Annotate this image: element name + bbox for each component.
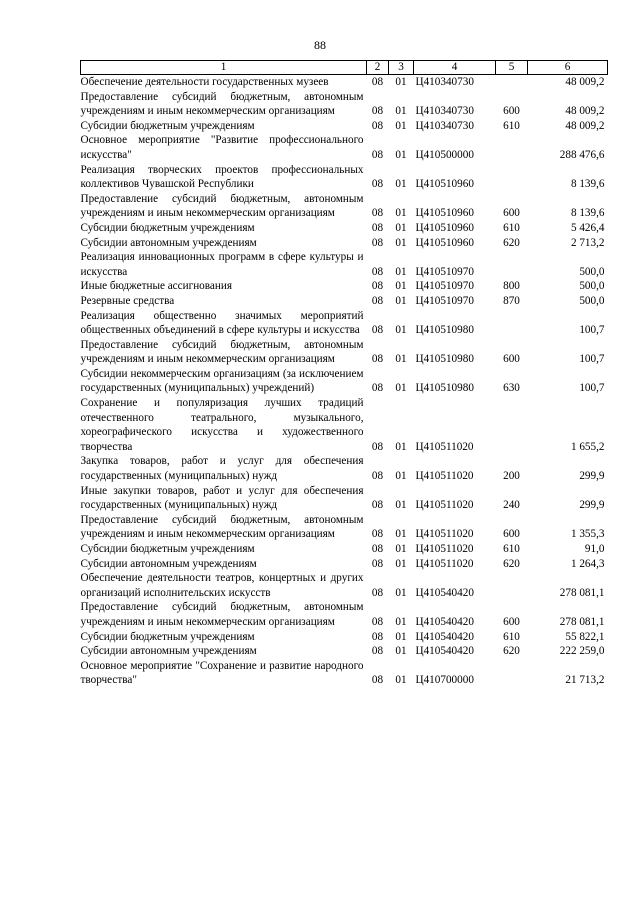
row-expense-type: 610 bbox=[503, 119, 520, 132]
page-number: 88 bbox=[314, 38, 326, 52]
row-section: 08 bbox=[371, 470, 384, 483]
row-section: 08 bbox=[371, 76, 384, 88]
row-amount: 100,7 bbox=[579, 382, 605, 395]
row-name: Реализация инновационных программ в сфере культуры и искусства bbox=[80, 251, 364, 278]
table-row bbox=[81, 644, 608, 659]
table-row bbox=[81, 484, 608, 513]
row-name: Иные закупки товаров, работ и услуг для обеспечения государственных (муниципальных) нужд bbox=[80, 484, 364, 512]
row-section: 08 bbox=[371, 615, 384, 628]
row-section: 08 bbox=[371, 119, 384, 132]
row-name: Предоставление субсидий бюджетным, автономным учреждениям и иным некоммерческим организациям bbox=[80, 601, 364, 628]
row-section: 08 bbox=[371, 265, 384, 278]
row-target-code: Ц410511020 bbox=[415, 440, 474, 453]
row-subsection: 01 bbox=[395, 528, 407, 541]
row-expense-type: 600 bbox=[503, 207, 520, 220]
row-name: Предоставление субсидий бюджетным, автономным учреждениям и иным некоммерческим организациям bbox=[80, 192, 364, 220]
row-amount: 500,0 bbox=[579, 280, 605, 293]
row-name: Предоставление субсидий бюджетным, автономным учреждениям и иным некоммерческим организациям bbox=[80, 513, 364, 541]
row-amount: 278 081,1 bbox=[559, 615, 605, 628]
row-subsection: 01 bbox=[395, 294, 407, 307]
row-amount: 48 009,2 bbox=[565, 105, 605, 118]
row-target-code: Ц410511020 bbox=[415, 543, 474, 555]
row-target-code: Ц410510970 bbox=[415, 280, 474, 293]
row-subsection: 01 bbox=[395, 236, 407, 249]
row-target-code: Ц410510980 bbox=[415, 353, 474, 366]
row-expense-type: 600 bbox=[503, 528, 520, 541]
row-section: 08 bbox=[371, 178, 384, 191]
row-section: 08 bbox=[371, 440, 384, 453]
row-subsection: 01 bbox=[395, 586, 407, 599]
row-subsection: 01 bbox=[395, 105, 407, 118]
row-amount: 21 713,2 bbox=[565, 674, 605, 687]
table-body bbox=[81, 75, 608, 688]
table-row bbox=[81, 600, 608, 629]
row-expense-type bbox=[496, 396, 528, 454]
row-name: Предоставление субсидий бюджетным, автономным учреждениям и иным некоммерческим организациям bbox=[80, 338, 364, 366]
row-expense-type bbox=[496, 309, 528, 338]
row-name: Субсидии бюджетным учреждениям bbox=[80, 543, 255, 555]
table-row bbox=[81, 542, 608, 557]
row-amount: 8 139,6 bbox=[570, 178, 605, 191]
row-section: 08 bbox=[371, 382, 384, 395]
row-name: Субсидии автономным учреждениям bbox=[80, 557, 257, 570]
row-name: Субсидии автономным учреждениям bbox=[80, 236, 257, 249]
row-target-code: Ц410510970 bbox=[415, 265, 474, 278]
row-amount: 8 139,6 bbox=[570, 207, 605, 220]
row-expense-type: 600 bbox=[503, 105, 520, 118]
row-expense-type bbox=[496, 571, 528, 600]
row-target-code: Ц410510960 bbox=[415, 236, 474, 249]
row-subsection: 01 bbox=[395, 221, 407, 234]
row-name: Закупка товаров, работ и услуг для обеспечения государственных (муниципальных) нужд bbox=[80, 455, 364, 483]
table-row bbox=[81, 250, 608, 279]
row-expense-type bbox=[496, 75, 528, 90]
row-subsection: 01 bbox=[395, 324, 407, 337]
row-section: 08 bbox=[371, 221, 384, 234]
row-subsection: 01 bbox=[395, 119, 407, 132]
row-section: 08 bbox=[371, 528, 384, 541]
table-row bbox=[81, 119, 608, 134]
row-subsection: 01 bbox=[395, 76, 407, 88]
row-name: Реализация общественно значимых мероприятий общественных объединений в сфере культуры и искусства bbox=[80, 309, 364, 337]
row-expense-type bbox=[496, 163, 528, 192]
row-target-code: Ц410540420 bbox=[415, 586, 474, 599]
row-section: 08 bbox=[371, 586, 384, 599]
table-row bbox=[81, 396, 608, 454]
row-expense-type: 630 bbox=[503, 382, 520, 395]
row-expense-type: 800 bbox=[503, 280, 520, 293]
row-name: Предоставление субсидий бюджетным, автономным учреждениям и иным некоммерческим организациям bbox=[80, 90, 364, 118]
row-subsection: 01 bbox=[395, 382, 407, 395]
row-section: 08 bbox=[371, 148, 384, 161]
row-subsection: 01 bbox=[395, 630, 407, 643]
row-subsection: 01 bbox=[395, 499, 407, 512]
table-header-row bbox=[81, 61, 608, 75]
table-row bbox=[81, 133, 608, 162]
header-col-2: 2 bbox=[367, 61, 389, 75]
row-amount: 288 476,6 bbox=[559, 148, 605, 161]
row-amount: 100,7 bbox=[579, 324, 605, 337]
row-expense-type: 870 bbox=[503, 294, 520, 307]
row-name: Обеспечение деятельности театров, концертных и других организаций исполнительских искусств bbox=[80, 572, 364, 599]
row-target-code: Ц410510980 bbox=[415, 324, 474, 337]
table-row bbox=[81, 338, 608, 367]
table-row bbox=[81, 557, 608, 572]
row-amount: 2 713,2 bbox=[570, 236, 605, 249]
header-col-1: 1 bbox=[81, 61, 367, 75]
row-subsection: 01 bbox=[395, 178, 407, 191]
header-col-5: 5 bbox=[496, 61, 528, 75]
row-section: 08 bbox=[371, 353, 384, 366]
row-target-code: Ц410340730 bbox=[415, 76, 474, 88]
row-amount: 1 264,3 bbox=[570, 557, 605, 570]
table-row bbox=[81, 454, 608, 483]
table-row bbox=[81, 630, 608, 645]
row-section: 08 bbox=[371, 294, 384, 307]
row-target-code: Ц410540420 bbox=[415, 615, 474, 628]
table-row bbox=[81, 571, 608, 600]
row-amount: 299,9 bbox=[579, 499, 605, 512]
row-amount: 500,0 bbox=[579, 294, 605, 307]
row-target-code: Ц410510970 bbox=[415, 294, 474, 307]
row-amount: 5 426,4 bbox=[570, 221, 605, 234]
table-row bbox=[81, 279, 608, 294]
row-name: Субсидии бюджетным учреждениям bbox=[80, 119, 255, 132]
row-section: 08 bbox=[371, 543, 384, 555]
row-amount: 278 081,1 bbox=[559, 586, 605, 599]
row-amount: 55 822,1 bbox=[565, 630, 605, 643]
row-target-code: Ц410510980 bbox=[415, 382, 474, 395]
row-amount: 91,0 bbox=[584, 543, 605, 555]
row-name: Резервные средства bbox=[80, 294, 175, 307]
row-section: 08 bbox=[371, 280, 384, 293]
header-col-4: 4 bbox=[414, 61, 496, 75]
row-amount: 48 009,2 bbox=[565, 76, 605, 88]
row-expense-type: 600 bbox=[503, 353, 520, 366]
row-name: Основное мероприятие "Развитие профессионального искусства" bbox=[80, 134, 364, 161]
row-subsection: 01 bbox=[395, 470, 407, 483]
row-subsection: 01 bbox=[395, 543, 407, 555]
row-name: Сохранение и популяризация лучших традиций отечественного театрального, музыкального, хореографического искусства и художественного творчества bbox=[80, 397, 364, 453]
row-amount: 1 655,2 bbox=[570, 440, 605, 453]
row-subsection: 01 bbox=[395, 265, 407, 278]
table-row bbox=[81, 75, 608, 90]
row-target-code: Ц410510960 bbox=[415, 207, 474, 220]
row-target-code: Ц410500000 bbox=[415, 148, 474, 161]
row-target-code: Ц410511020 bbox=[415, 557, 474, 570]
table-row bbox=[81, 163, 608, 192]
row-expense-type: 200 bbox=[503, 470, 520, 483]
row-expense-type: 620 bbox=[503, 236, 520, 249]
row-expense-type: 600 bbox=[503, 615, 520, 628]
row-section: 08 bbox=[371, 499, 384, 512]
row-name: Субсидии бюджетным учреждениям bbox=[80, 630, 255, 643]
budget-table bbox=[80, 60, 608, 688]
row-expense-type bbox=[496, 250, 528, 279]
row-amount: 500,0 bbox=[579, 265, 605, 278]
row-expense-type bbox=[496, 659, 528, 688]
row-subsection: 01 bbox=[395, 148, 407, 161]
row-expense-type: 240 bbox=[503, 499, 520, 512]
row-name: Обеспечение деятельности государственных музеев bbox=[80, 76, 329, 88]
row-expense-type bbox=[496, 133, 528, 162]
row-target-code: Ц410340730 bbox=[415, 105, 474, 118]
row-section: 08 bbox=[371, 645, 384, 658]
row-target-code: Ц410511020 bbox=[415, 528, 474, 541]
row-amount: 48 009,2 bbox=[565, 119, 605, 132]
row-name: Основное мероприятие "Сохранение и развитие народного творчества" bbox=[80, 659, 364, 687]
header-col-3: 3 bbox=[389, 61, 414, 75]
row-subsection: 01 bbox=[395, 353, 407, 366]
row-subsection: 01 bbox=[395, 674, 407, 687]
table-row bbox=[81, 367, 608, 396]
row-target-code: Ц410511020 bbox=[415, 499, 474, 512]
row-target-code: Ц410510960 bbox=[415, 221, 474, 234]
table-row bbox=[81, 221, 608, 236]
row-section: 08 bbox=[371, 207, 384, 220]
row-target-code: Ц410511020 bbox=[415, 470, 474, 483]
row-expense-type: 610 bbox=[503, 630, 520, 643]
row-section: 08 bbox=[371, 674, 384, 687]
row-subsection: 01 bbox=[395, 645, 407, 658]
table-row bbox=[81, 294, 608, 309]
row-name: Субсидии некоммерческим организациям (за исключением государственных (муниципальных) учреждений) bbox=[80, 367, 364, 395]
row-name: Субсидии бюджетным учреждениям bbox=[80, 221, 255, 234]
table-row bbox=[81, 659, 608, 688]
row-name: Реализация творческих проектов профессиональных коллективов Чувашской Республики bbox=[80, 163, 364, 191]
row-section: 08 bbox=[371, 630, 384, 643]
row-section: 08 bbox=[371, 324, 384, 337]
table-row bbox=[81, 309, 608, 338]
row-expense-type: 620 bbox=[503, 645, 520, 658]
header-col-6: 6 bbox=[528, 61, 608, 75]
row-expense-type: 610 bbox=[503, 543, 520, 555]
table-row bbox=[81, 90, 608, 119]
row-section: 08 bbox=[371, 236, 384, 249]
table-row bbox=[81, 513, 608, 542]
row-target-code: Ц410540420 bbox=[415, 630, 474, 643]
row-subsection: 01 bbox=[395, 440, 407, 453]
row-amount: 1 355,3 bbox=[570, 528, 605, 541]
row-amount: 222 259,0 bbox=[559, 645, 605, 658]
row-expense-type: 620 bbox=[503, 557, 520, 570]
row-name: Субсидии автономным учреждениям bbox=[80, 645, 257, 658]
row-target-code: Ц410510960 bbox=[415, 178, 474, 191]
table-row bbox=[81, 236, 608, 251]
row-section: 08 bbox=[371, 557, 384, 570]
row-target-code: Ц410340730 bbox=[415, 119, 474, 132]
row-subsection: 01 bbox=[395, 207, 407, 220]
row-subsection: 01 bbox=[395, 280, 407, 293]
row-expense-type: 610 bbox=[503, 221, 520, 234]
row-subsection: 01 bbox=[395, 615, 407, 628]
table-row bbox=[81, 192, 608, 221]
row-name: Иные бюджетные ассигнования bbox=[80, 280, 232, 293]
row-amount: 299,9 bbox=[579, 470, 605, 483]
row-subsection: 01 bbox=[395, 557, 407, 570]
row-amount: 100,7 bbox=[579, 353, 605, 366]
row-target-code: Ц410540420 bbox=[415, 645, 474, 658]
row-section: 08 bbox=[371, 105, 384, 118]
row-target-code: Ц410700000 bbox=[415, 674, 474, 687]
